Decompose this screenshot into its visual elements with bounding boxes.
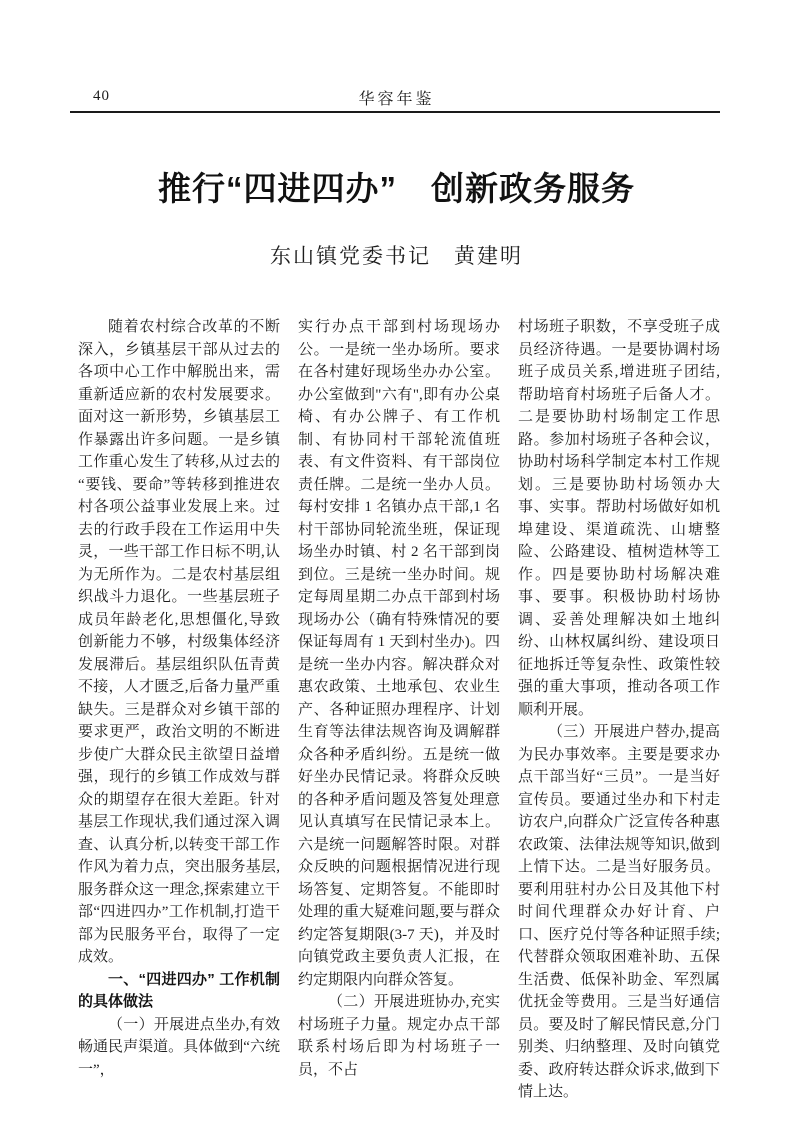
column-3 — [518, 316, 720, 1104]
publication-title: 华容年鉴 — [358, 91, 435, 108]
section-heading: 一、“四进四办” 工作机制的具体做法 — [78, 970, 280, 1010]
page-number: 40 — [93, 88, 110, 104]
column-1 — [78, 316, 280, 1104]
column-2 — [298, 316, 500, 1104]
article-title: 推行“四进四办” 创新政务服务 — [158, 170, 635, 207]
paragraph-point-two-continued: 村场班子职数，不享受班子成员经济待遇。一是要协调村场班子成员关系,增进班子团结,帮助培育村场班子后备人才。二是要协助村场制定工作思路。参加村场班子各种会议，协助村场科学制定本村工作规划。三是要协助村场领办大事、实事。帮助村场做好如机埠建设、渠道疏洗、山塘整险、公路建设、植树造林等工作。四是要协助村场解决难事、要事。积极协助村场协调、妥善处理解决如土地纠纷、山林权属纠纷、建设项日征地拆迁等复杂性、政策性较强的重大事项，推动各项工作顺利开展。 — [518, 319, 720, 718]
article-body — [78, 316, 720, 1104]
article-byline: 东山镇党委书记 黄建明 — [270, 244, 523, 268]
paragraph-point-one-continued: 实行办点干部到村场现场办公。一是统一坐办场所。要求在各村建好现场坐办办公室。办公室做到"六有",即有办公桌椅、有办公牌子、有工作机制、有协同村干部轮流值班表、有文件资料、有干部岗位责任牌。二是统一坐办人员。每村安排 1 名镇办点干部,1 名村干部协同轮流坐班，保证现场坐办时镇、村 2 名干部到岗到位。三是统一坐办时间。规定每周星期二办点干部到村场现场办公（确有特殊情况的要保证每周有 1 天到村坐办)。四是统一坐办内容。解决群众对惠农政策、土地承包、农业生产、各种证照办理程序、计划生育等法律法规咨询及调解群众各种矛盾纠纷。五是统一做好坐办民情记录。将群众反映的各种矛盾问题及答复处理意见认真填写在民情记录本上。六是统一问题解答时限。对群众反映的问题根据情况进行现场答复、定期答复。不能即时处理的重大疑难问题,要与群众约定答复期限(3-7 天)，并及时向镇党政主要负责人汇报，在约定期限内向群众答复。 — [298, 319, 500, 988]
paragraph-point-three: （三）开展进户替办,提高为民办事效率。主要是要求办点干部当好“三员”。一是当好宣传员。要通过坐办和下村走访农户,向群众广泛宣传各种惠农政策、法律法规等知识,做到上情下达。二是当好服务员。要利用驻村办公日及其他下村时间代理群众办好计育、户口、医疗兑付等各种证照手续;代替群众领取困难补助、五保生活费、低保补助金、军烈属优抚金等费用。三是当好通信员。要及时了解民情民意,分门别类、归纳整理、及时向镇党委、政府转达群众诉求,做到下情上达。 — [518, 724, 720, 1100]
paragraph-intro: 随着农村综合改革的不断深入，乡镇基层干部从过去的各项中心工作中解脱出来，需重新适应新的农村发展要求。面对这一新形势，乡镇基层工作暴露出许多问题。一是乡镇工作重心发生了转移,从过去的“要钱、要命”等转移到推进农村各项公益事业发展上来。过去的行政手段在工作运用中失灵，一些干部工作日标不明,认为无所作为。二是农村基层组织战斗力退化。一些基层班子成员年龄老化,思想僵化,导致创新能力不够，村级集体经济发展滞后。基层组织队伍青黄不接，人才匮乏,后备力量严重缺失。三是群众对乡镇干部的要求更严，政治文明的不断进步使广大群众民主欲望日益增强，现行的乡镇工作成效与群众的期望存在很大差距。针对基层工作现状,我们通过深入调查、认真分析,以转变干部工作作风为着力点，突出服务基层,服务群众这一理念,探索建立干部“四进四办”工作机制,打造干部为民服务平台，取得了一定成效。 — [78, 319, 280, 965]
paragraph-point-one: （一）开展进点坐办,有效畅通民声渠道。具体做到“六统一”， — [78, 1016, 280, 1078]
paragraph-point-two: （二）开展进班协办,充实村场班子力量。规定办点干部联系村场后即为村场班子一员，不占 — [298, 994, 500, 1078]
header-rule — [70, 111, 720, 113]
